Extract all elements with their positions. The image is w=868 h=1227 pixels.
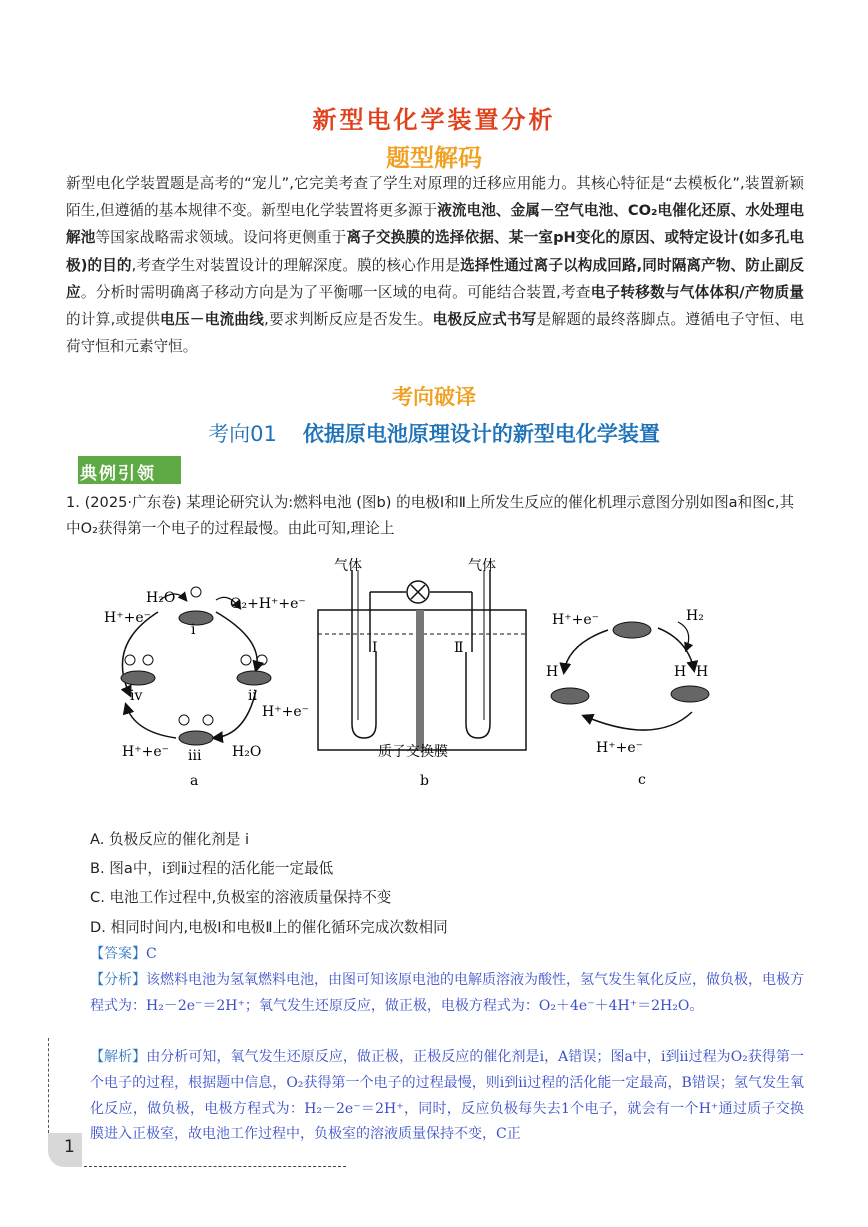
intro-text-2: 等国家战略需求领域。设问将更侧重于 xyxy=(95,229,347,247)
option-d: D. 相同时间内,电极Ⅰ和电极Ⅱ上的催化循环完成次数相同 xyxy=(90,919,448,936)
label-electrode-1: Ⅰ xyxy=(372,640,378,656)
page-edge-dash xyxy=(48,1038,49,1133)
arrow-iii-to-iv xyxy=(126,705,176,738)
example-badge: 典例引领 xyxy=(80,464,156,484)
atom-o-i xyxy=(191,587,201,597)
catalyst-c-top xyxy=(613,622,651,638)
stage-label-ii: ii xyxy=(248,688,257,704)
page-number: 1 xyxy=(64,1137,75,1157)
intro-text-3: ,考查学生对装置设计的理解深度。膜的核心作用是 xyxy=(131,256,461,274)
stage-label-iii: iii xyxy=(188,748,202,764)
intro-bold-6: 电极反应式书写 xyxy=(432,311,537,329)
answer-line xyxy=(90,942,804,968)
proton-exchange-membrane xyxy=(416,610,424,750)
intro-text-4: 。分析时需明确离子移动方向是为了平衡哪一区域的电荷。可能结合装置,考查 xyxy=(80,283,591,301)
analysis-tag: 【分析】 xyxy=(90,972,146,988)
answer-value: C xyxy=(146,946,157,962)
atom-o-iv xyxy=(125,655,135,665)
catalyst-c-right xyxy=(671,686,709,702)
figure-c xyxy=(536,600,736,792)
figure-c-label: c xyxy=(638,772,646,788)
atom-o-ii xyxy=(241,655,251,665)
intro-bold-4: 电子转移数与气体体积/产物质量 xyxy=(590,283,804,301)
label-h-right-1: H xyxy=(674,664,687,680)
section-number: 考向01 xyxy=(208,422,277,446)
stage-label-iv: iv xyxy=(130,688,143,704)
analysis-block xyxy=(90,968,804,1020)
footer-dash-line xyxy=(84,1166,346,1167)
intro-bold-1: 液流电池、金属－空气电池、CO₂电催化还原、水处理电解池 xyxy=(66,202,804,247)
section-heading xyxy=(0,418,868,448)
answer-tag: 【答案】 xyxy=(90,946,146,962)
catalyst-c-left xyxy=(551,688,589,704)
intro-bold-5: 电压－电流曲线 xyxy=(160,311,265,329)
label-h2: H₂ xyxy=(686,608,704,624)
electrode-tube-2 xyxy=(466,570,490,738)
analysis-text: 该燃料电池为氢氧燃料电池，由图可知该原电池的电解质溶液为酸性，氢气发生氧化反应，做负极，电极方程式为：H₂－2e⁻＝2H⁺；氧气发生还原反应，做正极，电极方程式为：O₂＋4e⁻＋4H⁺＝2H₂O。 xyxy=(90,972,804,1014)
figure-a-label: a xyxy=(190,773,199,789)
page-title: 新型电化学装置分析 xyxy=(312,105,556,134)
label-electrode-2: Ⅱ xyxy=(454,640,464,656)
option-a: A. 负极反应的催化剂是 ⅰ xyxy=(90,831,250,848)
label-gas-left: 气体 xyxy=(334,558,362,574)
atom-o-iii xyxy=(179,715,189,725)
explanation-block xyxy=(90,1045,804,1148)
atom-o-iii-2 xyxy=(203,715,213,725)
arrow-c-bottom xyxy=(584,712,692,730)
label-membrane: 质子交换膜 xyxy=(378,744,448,760)
intro-text-7: 是解题的最终落脚点。遵循电子守恒、电荷守恒和元素守恒。 xyxy=(66,311,804,356)
arrow-c-left xyxy=(564,630,608,672)
catalyst-iv xyxy=(121,671,155,685)
option-c: C. 电池工作过程中,负极室的溶液质量保持不变 xyxy=(90,889,392,906)
label-h-right-2: H xyxy=(696,664,709,680)
label-h-e-bottom-c: H⁺+e⁻ xyxy=(596,740,644,756)
question-text: 1. (2025·广东卷) 某理论研究认为:燃料电池 (图b) 的电极Ⅰ和Ⅱ上所发生反应的催化机理示意图分别如图a和图c,其中O₂获得第一个电子的过程最慢。由此可知,理论上 xyxy=(66,494,795,537)
atom-o-ii-2 xyxy=(257,655,267,665)
figure-b xyxy=(316,552,536,792)
figure-b-label: b xyxy=(420,773,429,789)
intro-paragraph xyxy=(66,170,804,360)
label-gas-right: 气体 xyxy=(468,558,496,574)
label-h-e-left: H⁺+e⁻ xyxy=(104,610,152,626)
stage-label-i: i xyxy=(191,622,196,638)
label-h2o-bottom: H₂O xyxy=(232,744,262,760)
atom-o-iv-2 xyxy=(143,655,153,665)
figure-a xyxy=(96,560,316,792)
label-h2o-top: H₂O xyxy=(146,590,176,606)
page-subtitle: 题型解码 xyxy=(386,144,482,172)
intro-text-5: 的计算,或提供 xyxy=(66,311,161,329)
catalyst-ii xyxy=(237,671,271,685)
catalyst-i xyxy=(179,611,213,625)
intro-bold-3: 选择性通过离子以构成回路,同时隔离产物、防止副反应 xyxy=(66,256,805,301)
section-title: 考向破译 xyxy=(392,385,476,409)
option-b: B. 图a中，ⅰ到ⅱ过程的活化能一定最低 xyxy=(90,860,334,877)
intro-text-6: ,要求判断反应是否发生。 xyxy=(264,311,433,329)
label-o2-in: O₂+H⁺+e⁻ xyxy=(230,596,306,612)
label-h-e-right: H⁺+e⁻ xyxy=(262,704,310,720)
label-h-e-bottom: H⁺+e⁻ xyxy=(122,744,170,760)
section-subtitle: 依据原电池原理设计的新型电化学装置 xyxy=(302,422,660,446)
explanation-tag: 【解析】 xyxy=(90,1049,147,1065)
intro-text-1: 新型电化学装置题是高考的“宠儿”,它完美考查了学生对原理的迁移应用能力。其核心特征是“去模板化”,装置新颖陌生,但遵循的基本规律不变。新型电化学装置将更多源于 xyxy=(66,175,804,220)
intro-bold-2: 离子交换膜的选择依据、某一室pH变化的原因、或特定设计(如多孔电极)的目的 xyxy=(66,229,804,274)
catalyst-iii xyxy=(179,731,213,745)
explanation-text: 由分析可知，氧气发生还原反应，做正极，正极反应的催化剂是ⅰ，A错误；图a中，ⅰ到ⅱ过程为O₂获得第一个电子的过程，根据题中信息，O₂获得第一个电子的过程最慢，则ⅰ到ⅱ过程的活化能一定最高，B错误；氢气发生氧化反应，做负极，电极方程式为：H₂－2e⁻＝2H⁺，同时，反应负极每失去1个电子，就会有一个H⁺通过质子交换膜进入正极室，故电池工作过程中，负极室的溶液质量保持不变，C正 xyxy=(90,1049,804,1143)
label-h-left: H xyxy=(546,664,559,680)
label-h-e-top: H⁺+e⁻ xyxy=(552,612,600,628)
